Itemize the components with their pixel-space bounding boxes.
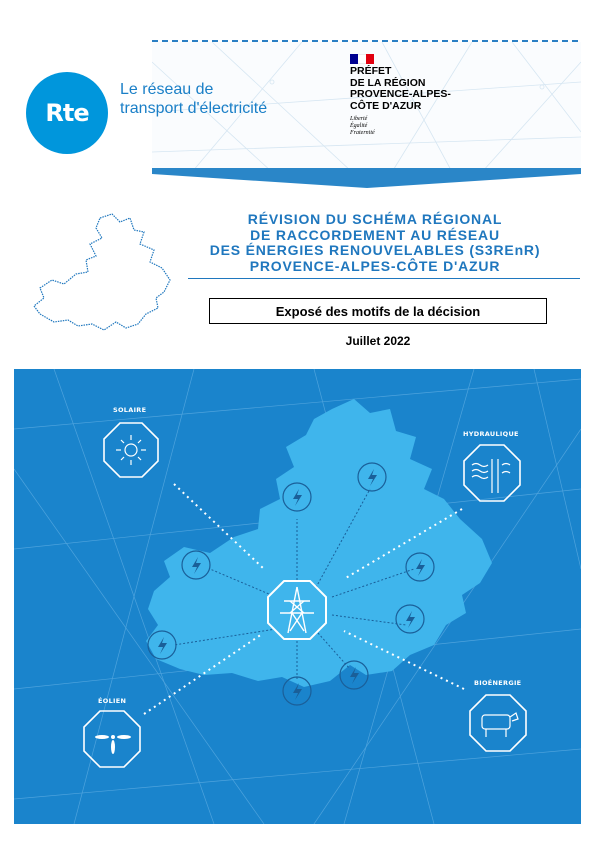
title-line-3: DES ÉNERGIES RENOUVELABLES (S3REnR) (209, 242, 541, 258)
label-bioenergie: BIOÉNERGIE (474, 679, 522, 687)
label-eolien: ÉOLIEN (98, 697, 127, 705)
document-title (180, 212, 570, 274)
rte-logo (26, 72, 108, 154)
decision-label-box: Exposé des motifs de la décision (209, 298, 547, 324)
wind-icon (84, 711, 140, 767)
document-date: Juillet 2022 (345, 334, 411, 348)
prefet-title: PRÉFET DE LA RÉGION PROVENCE-ALPES- CÔTE D'AZUR (350, 65, 451, 112)
region-outline-map (30, 210, 180, 340)
title-line-2: DE RACCORDEMENT AU RÉSEAU (250, 226, 500, 243)
rte-tagline: Le réseau de transport d'électricité (120, 81, 268, 117)
bioenergy-icon (470, 695, 526, 751)
title-line-1: RÉVISION DU SCHÉMA RÉGIONAL (247, 211, 503, 227)
label-solaire: SOLAIRE (113, 406, 147, 414)
label-hydraulique: HYDRAULIQUE (463, 430, 519, 438)
republic-motto: Liberté Égalité Fraternité (350, 116, 375, 136)
transmission-substation-icon (268, 581, 326, 639)
title-rule (188, 278, 580, 279)
title-line-4: PROVENCE-ALPES-CÔTE D'AZUR (249, 257, 501, 274)
hero-illustration (14, 369, 581, 824)
prefet-block (350, 54, 480, 137)
header-chevron (152, 168, 581, 188)
french-flag-icon (350, 54, 378, 64)
rte-logo-text: Rte (45, 99, 89, 127)
solar-icon (104, 423, 158, 477)
hydraulic-icon (464, 445, 520, 501)
